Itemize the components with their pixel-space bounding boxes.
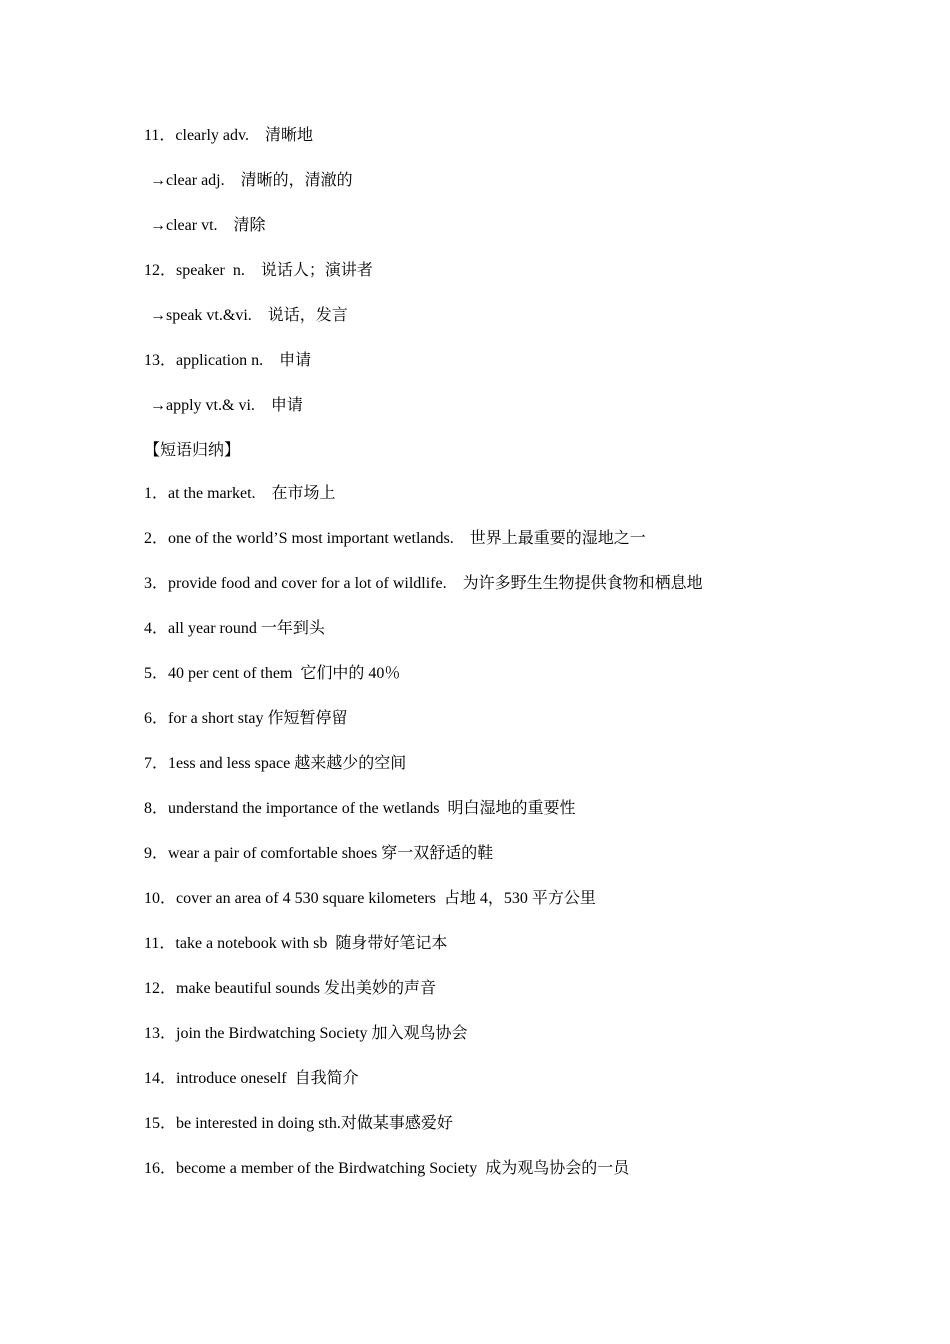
phrase-item-8: 8．understand the importance of the wetlands 明白湿地的重要性	[144, 800, 576, 817]
phrase-item-13: 13．join the Birdwatching Society 加入观鸟协会	[144, 1025, 468, 1042]
vocab-line-13: 13．application n. 申请	[144, 352, 312, 369]
phrase-item-5: 5．40 per cent of them 它们中的 40％	[144, 665, 401, 682]
phrase-item-4: 4．all year round 一年到头	[144, 620, 325, 637]
vocab-derivative-clear-adj: →clear adj. 清晰的，清澈的	[150, 172, 353, 189]
vocab-derivative-apply: →apply vt.& vi. 申请	[150, 397, 303, 414]
vocab-line-11: 11．clearly adv. 清晰地	[144, 127, 313, 144]
section-heading-phrases: 【短语归纳】	[144, 442, 241, 459]
phrase-item-14: 14．introduce oneself 自我简介	[144, 1070, 359, 1087]
phrase-item-12: 12．make beautiful sounds 发出美妙的声音	[144, 980, 436, 997]
vocab-derivative-speak: →speak vt.&vi. 说话，发言	[150, 307, 348, 324]
phrase-item-9: 9．wear a pair of comfortable shoes 穿一双舒适的鞋	[144, 845, 494, 862]
phrase-item-7: 7．1ess and less space 越来越少的空间	[144, 755, 407, 772]
phrase-item-15: 15．be interested in doing sth.对做某事感爱好	[144, 1115, 453, 1132]
phrase-item-3: 3．provide food and cover for a lot of wildlife. 为许多野生生物提供食物和栖息地	[144, 575, 703, 592]
vocab-derivative-clear-vt: →clear vt. 清除	[150, 217, 266, 234]
phrase-item-11: 11．take a notebook with sb 随身带好笔记本	[144, 935, 448, 952]
phrase-item-1: 1．at the market. 在市场上	[144, 485, 336, 502]
phrase-item-6: 6．for a short stay 作短暂停留	[144, 710, 348, 727]
phrase-item-2: 2．one of the world’S most important wetlands. 世界上最重要的湿地之一	[144, 530, 646, 547]
vocab-line-12: 12．speaker n. 说话人；演讲者	[144, 262, 373, 279]
phrase-item-10: 10．cover an area of 4 530 square kilometers 占地 4，530 平方公里	[144, 890, 596, 907]
phrase-item-16: 16．become a member of the Birdwatching Society 成为观鸟协会的一员	[144, 1160, 630, 1177]
